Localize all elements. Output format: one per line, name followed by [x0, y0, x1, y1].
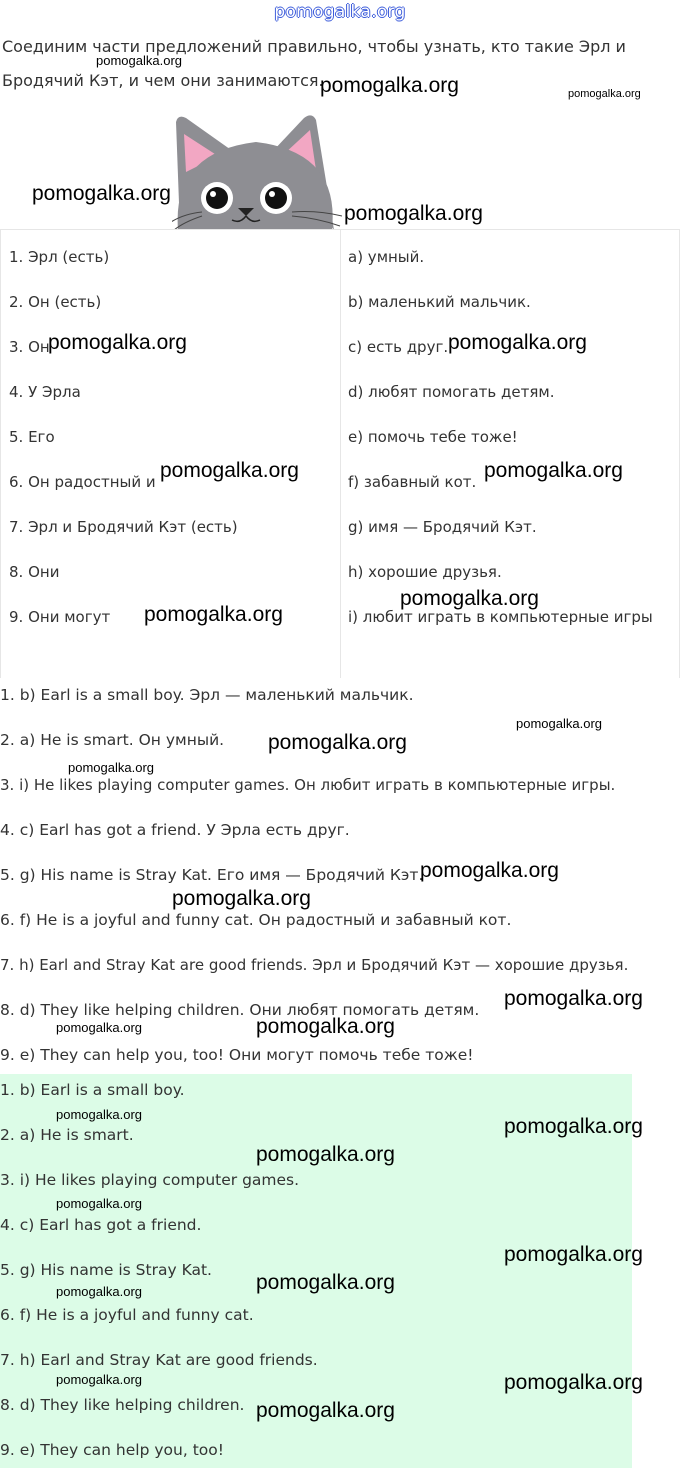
table-cell: e) помочь тебе тоже!: [348, 428, 518, 446]
table-cell: c) есть друг.: [348, 338, 449, 356]
list-item: 9. e) They can help you, too!: [0, 1441, 224, 1459]
table-cell: b) маленький мальчик.: [348, 293, 531, 311]
watermark: pomogalka.org: [344, 202, 483, 225]
watermark: pomogalka.org: [256, 1015, 395, 1038]
watermark: pomogalka.org: [56, 1107, 142, 1122]
list-item: 5. g) His name is Stray Kat.: [0, 1261, 212, 1279]
table-cell: h) хорошие друзья.: [348, 563, 502, 581]
watermark: pomogalka.org: [256, 1399, 395, 1422]
watermark: pomogalka.org: [160, 459, 299, 482]
list-item: 6. f) He is a joyful and funny cat.: [0, 1306, 254, 1324]
watermark: pomogalka.org: [256, 1143, 395, 1166]
watermark: pomogalka.org: [48, 331, 187, 354]
watermark: pomogalka.org: [484, 459, 623, 482]
list-item: 8. d) They like helping children. Они любят помогать детям.: [0, 1001, 480, 1019]
list-item: 7. h) Earl and Stray Kat are good friends.: [0, 1351, 318, 1369]
table-cell: 7. Эрл и Бродячий Кэт (есть): [9, 518, 238, 536]
list-item: 3. i) He likes playing computer games.: [0, 1171, 300, 1189]
table-cell: a) умный.: [348, 248, 425, 266]
watermark: pomogalka.org: [56, 1372, 142, 1387]
watermark: pomogalka.org: [320, 74, 459, 97]
watermark: pomogalka.org: [56, 1284, 142, 1299]
watermark: pomogalka.org: [504, 1115, 643, 1138]
watermark: pomogalka.org: [268, 731, 407, 754]
intro-text: Соединим части предложений правильно, чтобы узнать, кто такие Эрл и Бродячий Кэт, и чем они занимаются.: [2, 37, 626, 90]
cat-illustration: [172, 112, 342, 230]
watermark: pomogalka.org: [56, 1020, 142, 1035]
list-item: 1. b) Earl is a small boy. Эрл — маленький мальчик.: [0, 686, 414, 704]
watermark: pomogalka.org: [448, 331, 587, 354]
table-cell: d) любят помогать детям.: [348, 383, 555, 401]
table-cell: 8. Они: [9, 563, 60, 581]
table-cell: 9. Они могут: [9, 608, 111, 626]
table-cell: 3. Он: [9, 338, 50, 356]
list-item: 5. g) His name is Stray Kat. Его имя — Бродячий Кэт.: [0, 866, 424, 884]
watermark: pomogalka.org: [32, 182, 171, 205]
watermark: pomogalka.org: [56, 1196, 142, 1211]
list-item: 4. c) Earl has got a friend.: [0, 1216, 202, 1234]
list-item: 7. h) Earl and Stray Kat are good friends. Эрл и Бродячий Кэт — хорошие друзья.: [0, 956, 629, 974]
watermark: pomogalka.org: [400, 587, 539, 610]
watermark: pomogalka.org: [568, 88, 641, 100]
watermark: pomogalka.org: [504, 987, 643, 1010]
table-cell: 5. Его: [9, 428, 55, 446]
watermark: pomogalka.org: [256, 1271, 395, 1294]
watermark: pomogalka.org: [144, 603, 283, 626]
table-cell: g) имя — Бродячий Кэт.: [348, 518, 537, 536]
list-item: 1. b) Earl is a small boy.: [0, 1081, 185, 1099]
list-item: 2. a) He is smart.: [0, 1126, 134, 1144]
list-item: 8. d) They like helping children.: [0, 1396, 245, 1414]
watermark: pomogalka.org: [420, 859, 559, 882]
watermark: pomogalka.org: [96, 53, 182, 68]
watermark: pomogalka.org: [68, 760, 154, 775]
table-cell: f) забавный кот.: [348, 473, 477, 491]
table-cell: 1. Эрл (есть): [9, 248, 110, 266]
site-link[interactable]: pomogalka.org: [274, 2, 406, 22]
list-item: 3. i) He likes playing computer games. Он любит играть в компьютерные игры.: [0, 776, 616, 794]
table-cell: 4. У Эрла: [9, 383, 81, 401]
list-item: 6. f) He is a joyful and funny cat. Он радостный и забавный кот.: [0, 911, 512, 929]
table-cell: 6. Он радостный и: [9, 473, 156, 491]
watermark: pomogalka.org: [172, 887, 311, 910]
table-cell: i) любит играть в компьютерные игры: [348, 608, 653, 626]
watermark: pomogalka.org: [516, 716, 602, 731]
list-item: 2. a) He is smart. Он умный.: [0, 731, 225, 749]
list-item: 4. c) Earl has got a friend. У Эрла есть друг.: [0, 821, 350, 839]
matching-table: [0, 229, 680, 678]
list-item: 9. e) They can help you, too! Они могут помочь тебе тоже!: [0, 1046, 474, 1064]
table-cell: 2. Он (есть): [9, 293, 102, 311]
watermark: pomogalka.org: [504, 1243, 643, 1266]
watermark: pomogalka.org: [504, 1371, 643, 1394]
